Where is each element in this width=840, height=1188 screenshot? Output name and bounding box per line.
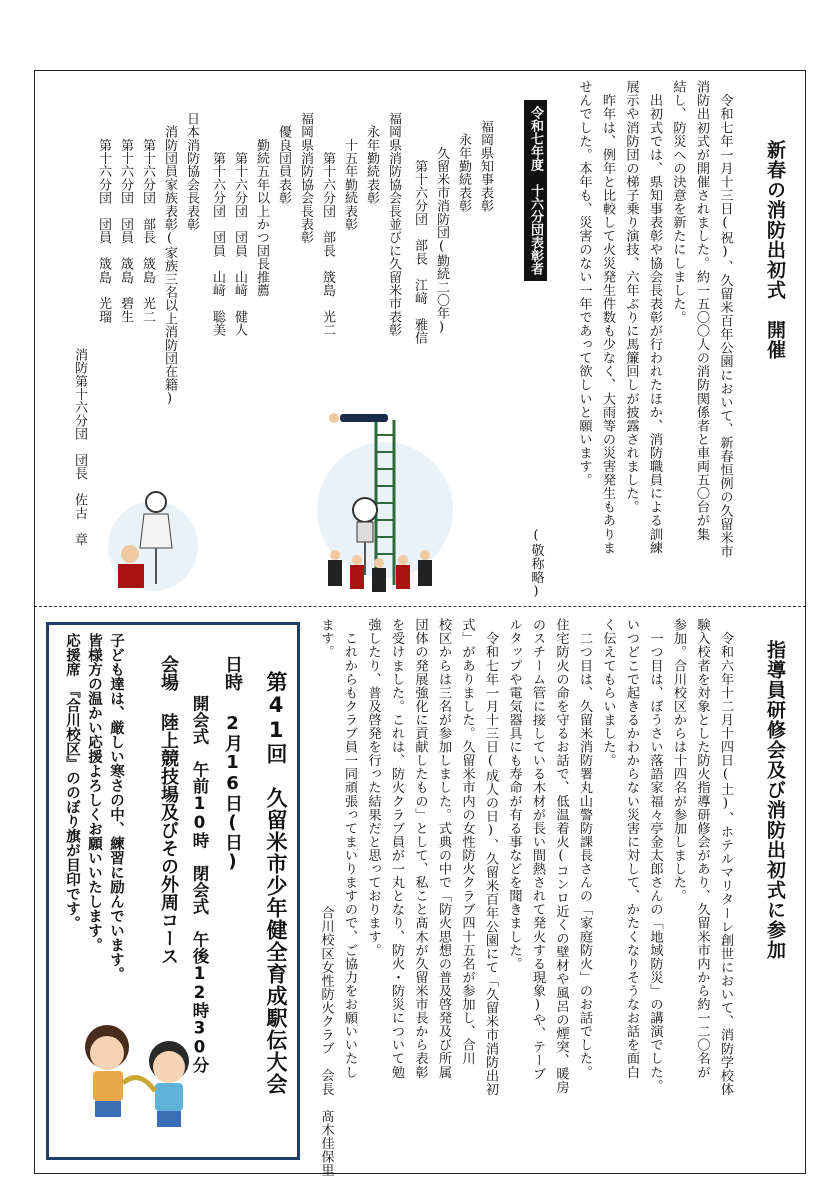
relay-sash — [123, 1078, 155, 1091]
matoi-fringe — [140, 514, 172, 548]
event-venue-value: 陸上競技場及びその外周コース — [158, 713, 179, 965]
child-right — [149, 1041, 189, 1127]
awards-governor: 福岡県知事表彰 永年勤続表彰 久留米市消防団(勤続二〇年) 第十六分団 部長 江﨑 雅信 — [412, 120, 493, 345]
matoi-head — [146, 492, 166, 512]
event-date-label: 日時 — [222, 655, 243, 691]
event-title: 第41回 久留米市少年健全育成駅伝大会 — [264, 671, 288, 1095]
bearer-head — [121, 545, 139, 563]
article1-title: 新春の消防出初式 開催 — [764, 140, 786, 360]
event-announcement-box — [46, 622, 300, 1160]
matoi-bearer-illustration — [98, 488, 208, 592]
article2-body: 令和六年十二月十四日(土)、ホテルマリターレ創世において、消防学校体 験入校者を対象とした防火指導研修会があり、久留米市内から約一二〇名が 参加。合川校区からは十四名が参加しました。 一つ目は、ぼうさい落語家福々亭金太郎さんの「地域防災」の講演でした。 いつどこで起きるかわからない災害に対して、かたくなりそうなお話を面白 く伝えてもらいました。 二つ目は、久留米消防署丸山警防課長さんの「家庭防火」のお話でした。 住宅防火の命を守るお話で、低温着火(コンロ近くの壁材や風呂の煙突、暖房 のスチーム管に接している木材が長い間熱されて発火する現象)や、テーブ ルタップや電気器具にも寿命が有る事などを聞きました。 令和七年一月十三日(成人の日)、久留米百年公園にて「久留米市消防出初 式」がありました。久留米市内の女性防火クラブ四十五名が参加し、合川 校区からは三名が参加しました。式典の中で「防火思想の普及啓発及び所属 団体の発展強化に貢献したもの」として、私こと髙木が久留米市長から表彰 を受けました。これは、防火クラブ員が一丸となり、防火・防災について勉 強したり、普及啓発を行った結果だと思っております。 これからもクラブ員一同頑張ってまいりますので、ご協力をお願いいたし ます。 — [318, 618, 733, 1096]
event-times: 開会式 午前10時 閉会式 午後12時30分 — [190, 695, 209, 1073]
ladder-performer-figure — [329, 413, 388, 423]
awards-prefecture-association: 福岡県消防協会長表彰 優良団員表彰 勤続五年以上かつ団長推薦 第十六分団 団員 山﨑 健人 第十六分団 団員 山﨑 聡美 — [210, 112, 313, 337]
awards-japan-association: 日本消防協会長表彰 消防団員家族表彰(家族三名以上消防団在籍) 第十六分団 部長 筬島 光二 第十六分団 団員 筬島 碧生 第十六分団 団員 筬島 光瑠 — [96, 112, 199, 407]
relay-children-illustration — [69, 1011, 209, 1141]
event-message: 子ども達は、厳しい寒さの中、練習に励んでいます。 皆様方の温かい応援よろしくお願いいたします。 応援席 『合川校区』ののぼり旗が目印です。 — [64, 633, 124, 981]
awards-association-city: 福岡県消防協会長並びに久留米市表彰 永年勤続表彰 十五年勤続表彰 第十六分団 部長 筬島 光二 — [320, 112, 401, 337]
ladder-illustration — [310, 400, 460, 600]
child-left — [85, 1025, 129, 1117]
article1-signature: 消防第十六分団 団長 佐古 章 — [72, 348, 87, 546]
article1-honorific: (敬称略) — [528, 528, 544, 600]
award-heading: 令和七年度 十六分団表彰者 — [524, 100, 547, 281]
article2-signature: 合川校区女性防火クラブ 会長 髙木佳保里 — [318, 906, 334, 1177]
article1-body: 令和七年一月十三日(祝)、久留米百年公園において、新春恒例の久留米市 消防出初式が開催されました。約一五〇〇人の消防関係者と車両五〇台が集 結し、防災への決意を新たにしました。 出初式では、県知事表彰や協会長表彰が行われたほか、消防職員による訓練 展示や消防団の梯子乗り演技、六年ぶりに馬簾回しが披露されました。 昨年は、例年と比較して火災発生件数も少なく、大雨等の災害発生もありま せんでした。本年も、災害のない一年であって欲しいと願います。 — [576, 80, 733, 558]
section-divider — [34, 606, 806, 607]
event-venue-label: 会場 — [158, 655, 179, 691]
event-date-value: 2月16日(日) — [222, 713, 243, 872]
bearer-body — [118, 564, 144, 588]
article2-title: 指導員研修会及び消防出初式に参加 — [764, 640, 786, 960]
